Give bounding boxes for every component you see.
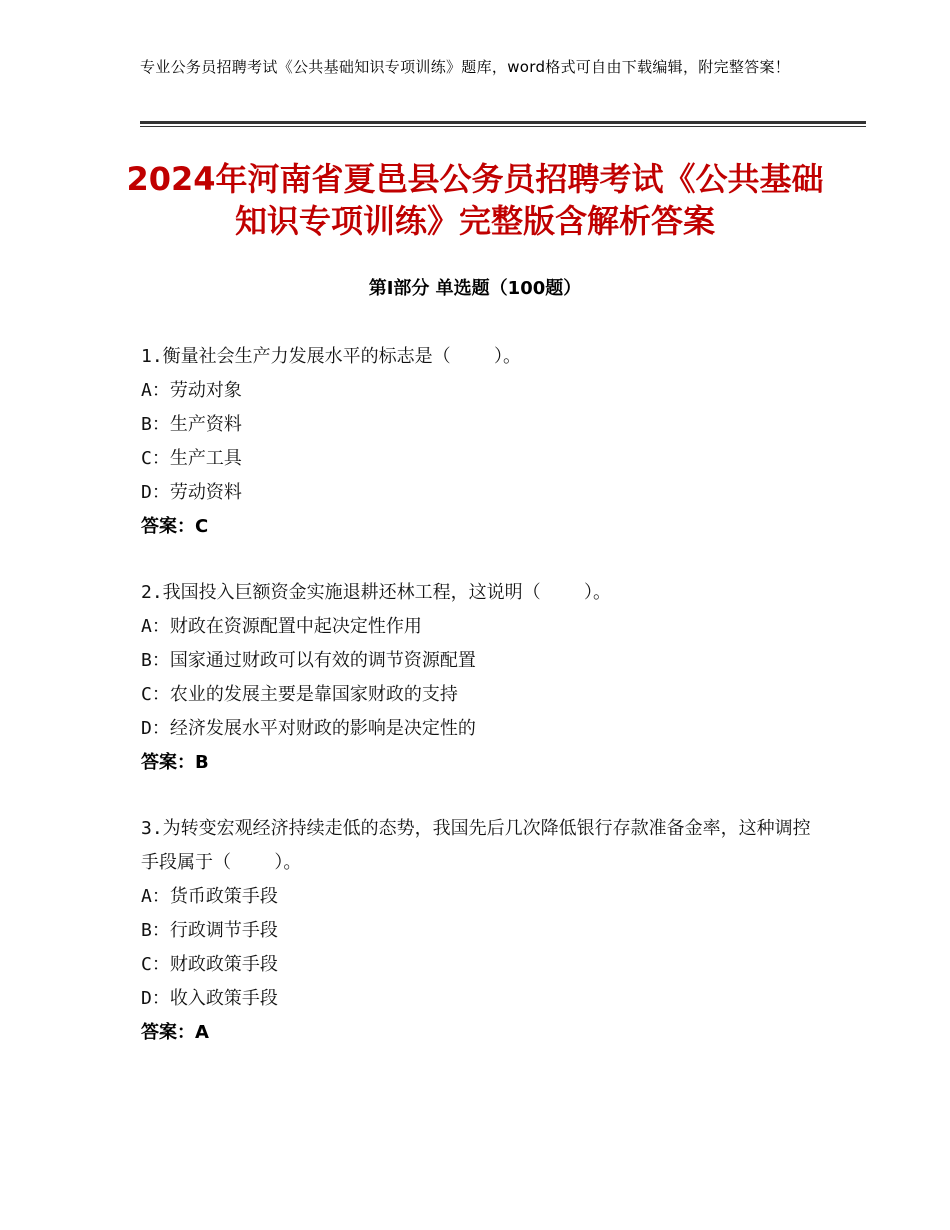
option-c: C：财政政策手段	[141, 954, 278, 975]
section-title: 第Ⅰ部分 单选题（100题）	[368, 278, 582, 299]
question-2	[141, 576, 821, 780]
header-note: 专业公务员招聘考试《公共基础知识专项训练》题库，word格式可自由下载编辑，附完整答案！	[140, 58, 791, 76]
option-b: B：行政调节手段	[141, 920, 278, 941]
option-b: B：生产资料	[141, 414, 242, 435]
answer: 答案：A	[141, 1022, 209, 1043]
question-stem: 1.衡量社会生产力发展水平的标志是（ ）。	[141, 346, 522, 367]
option-a: A：劳动对象	[141, 380, 242, 401]
question-3	[141, 812, 821, 1050]
header-rule-thick	[140, 121, 866, 124]
option-a: A：货币政策手段	[141, 886, 278, 907]
question-1	[141, 340, 821, 544]
option-b: B：国家通过财政可以有效的调节资源配置	[141, 650, 476, 671]
option-d: D：收入政策手段	[141, 988, 278, 1009]
option-c: C：生产工具	[141, 448, 242, 469]
option-d: D：经济发展水平对财政的影响是决定性的	[141, 718, 476, 739]
answer: 答案：B	[141, 752, 209, 773]
question-list	[141, 340, 821, 1082]
answer: 答案：C	[141, 516, 209, 537]
option-c: C：农业的发展主要是靠国家财政的支持	[141, 684, 458, 705]
option-d: D：劳动资料	[141, 482, 242, 503]
option-a: A：财政在资源配置中起决定性作用	[141, 616, 422, 637]
document-title: 2024年河南省夏邑县公务员招聘考试《公共基础知识专项训练》完整版含解析答案	[126, 160, 824, 240]
question-stem: 3.为转变宏观经济持续走低的态势，我国先后几次降低银行存款准备金率，这种调控手段属于（ ）。	[141, 818, 811, 873]
header-rule-thin	[140, 126, 866, 127]
question-stem: 2.我国投入巨额资金实施退耕还林工程，这说明（ ）。	[141, 582, 612, 603]
